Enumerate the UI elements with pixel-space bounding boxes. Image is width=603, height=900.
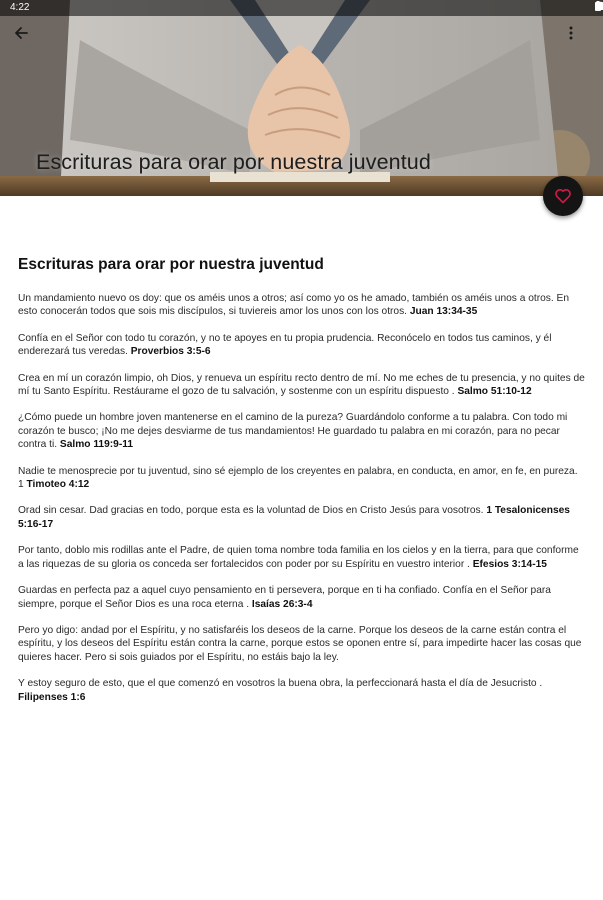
arrow-left-icon bbox=[14, 26, 28, 40]
verse-text: Por tanto, doblo mis rodillas ante el Padre, de quien toma nombre toda familia en los cielos y en la tierra, para que conforme a las riquezas de su gloria os conceda ser fortalecidos con poder por su Espíritu en vuestro interior . bbox=[18, 545, 579, 570]
article-heading: Escrituras para orar por nuestra juventud bbox=[18, 256, 324, 273]
back-button[interactable] bbox=[14, 26, 38, 50]
status-time: 4:22 bbox=[10, 2, 30, 13]
verse-reference: Efesios 3:14-15 bbox=[472, 558, 547, 570]
header-image bbox=[0, 0, 603, 196]
verse-paragraph bbox=[18, 465, 586, 492]
verse-text: Crea en mí un corazón limpio, oh Dios, y renueva un espíritu recto dentro de mí. No me eches de tu presencia, y no quites de mí tu Santo Espíritu. Restáurame el gozo de tu salvación, y sostenme con un espíritu dispuesto . bbox=[18, 372, 585, 398]
verse-text: Pero yo digo: andad por el Espíritu, y no satisfaréis los deseos de la carne. Porque los deseos de la carne están contra el espíritu, y los deseos del Espíritu están contra la carne, porque estos se oponen entre sí, para impedirte hacer las cosas que quieres hacer. Pero si sois guiados por el Espíritu, no estáis bajo la ley. bbox=[18, 624, 582, 663]
verse-text: Guardas en perfecta paz a aquel cuyo pensamiento en ti persevera, porque en ti ha confiado. Confía en el Señor para siempre, porque el Señor Dios es una roca eterna . bbox=[18, 585, 551, 610]
more-vertical-icon bbox=[569, 26, 573, 40]
verse-paragraph bbox=[18, 411, 586, 451]
verse-paragraph bbox=[18, 584, 586, 611]
heart-outline-icon bbox=[554, 188, 572, 204]
verse-reference: Salmo 119:9-11 bbox=[59, 439, 133, 451]
verse-reference: Salmo 51:10-12 bbox=[457, 386, 532, 398]
status-bar bbox=[0, 0, 603, 16]
verse-paragraph bbox=[18, 544, 586, 571]
verse-text: Orad sin cesar. Dad gracias en todo, porque esta es la voluntad de Dios en Cristo Jesús para vosotros. bbox=[18, 505, 484, 517]
article-body bbox=[18, 256, 586, 717]
verse-reference: Timoteo 4:12 bbox=[26, 479, 90, 491]
battery-icon bbox=[595, 1, 601, 11]
verse-text: ¿Cómo puede un hombre joven mantenerse en el camino de la pureza? Guardándolo conforme a tu palabra. Con todo mi corazón te busco; ¡No me dejes desviarme de tus mandamientos! He guardado tu palabra en mi corazón, para no pecar contra ti. bbox=[18, 412, 568, 451]
verse-paragraph bbox=[18, 677, 586, 704]
verse-reference: Juan 13:34-35 bbox=[409, 306, 478, 318]
verse-reference: Isaías 26:3-4 bbox=[251, 598, 313, 610]
overflow-menu-button[interactable] bbox=[569, 26, 593, 50]
verse-text: Nadie te menosprecie por tu juventud, sino sé ejemplo de los creyentes en palabra, en conducta, en amor, en fe, en pureza. 1 bbox=[18, 465, 578, 491]
verse-reference: Filipenses 1:6 bbox=[18, 691, 86, 703]
verse-paragraph bbox=[18, 624, 586, 664]
verse-text: Confía en el Señor con todo tu corazón, y no te apoyes en tu propia prudencia. Reconócelo en todos tus caminos, y él enderezará tus veredas. bbox=[18, 332, 552, 358]
verse-reference: Proverbios 3:5-6 bbox=[130, 346, 211, 358]
verse-text: Y estoy seguro de esto, que el que comenzó en vosotros la buena obra, la perfeccionará hasta el día de Jesucristo . bbox=[18, 678, 543, 690]
page-title: Escrituras para orar por nuestra juventud bbox=[36, 150, 431, 174]
verse-paragraph bbox=[18, 504, 586, 531]
verse-reference: 1 Tesalonicenses 5:16-17 bbox=[18, 505, 570, 530]
favorite-button[interactable] bbox=[543, 176, 583, 216]
verse-paragraph bbox=[18, 292, 586, 319]
verse-text: Un mandamiento nuevo os doy: que os améis unos a otros; así como yo os he amado, también os améis unos a otros. En esto conocerán todos que sois mis discípulos, si tuviereis amor los unos con los otros. bbox=[18, 293, 569, 318]
verse-paragraph bbox=[18, 372, 586, 399]
verse-paragraph bbox=[18, 332, 586, 359]
